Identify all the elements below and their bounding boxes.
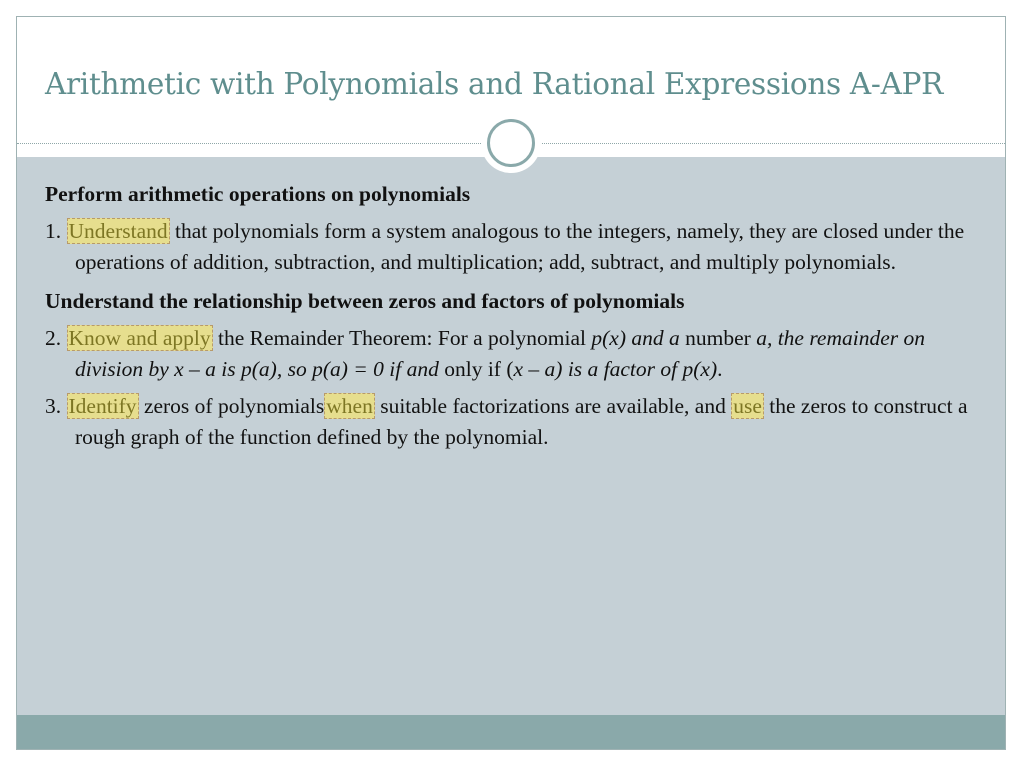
item-number: 3. bbox=[45, 394, 62, 418]
ring-icon bbox=[487, 119, 535, 167]
item-number: 1. bbox=[45, 219, 62, 243]
item-text: zeros of polynomials bbox=[143, 394, 325, 418]
highlighted-word: when bbox=[326, 394, 373, 418]
item-text: suitable factorizations are available, and bbox=[380, 394, 726, 418]
slide-body bbox=[45, 177, 985, 459]
item-text: . bbox=[717, 357, 723, 381]
list-item bbox=[45, 216, 985, 278]
footer-bar bbox=[17, 715, 1005, 750]
slide-title: Arithmetic with Polynomials and Rational Expressions A-APR bbox=[45, 67, 944, 101]
item-math-text: a, the remainder on division by x – a is p(a), so p(a) = 0 if and bbox=[75, 326, 925, 381]
list-item bbox=[45, 391, 985, 453]
section-heading: Understand the relationship between zeros and factors of polynomials bbox=[45, 289, 685, 313]
section-heading: Perform arithmetic operations on polynomials bbox=[45, 182, 471, 206]
list-item bbox=[45, 323, 985, 385]
ring-ornament-icon bbox=[481, 113, 541, 173]
item-text: the zeros to construct a rough graph of the function defined by the polynomial. bbox=[75, 394, 968, 449]
highlighted-verb: Know and apply bbox=[68, 326, 211, 350]
highlighted-verb: Understand bbox=[68, 219, 168, 243]
item-text: number bbox=[685, 326, 751, 350]
slide bbox=[16, 16, 1006, 750]
highlighted-verb: use bbox=[733, 394, 762, 418]
item-text: only if ( bbox=[444, 357, 514, 381]
highlighted-verb: Identify bbox=[68, 394, 137, 418]
item-number: 2. bbox=[45, 326, 62, 350]
item-math-text: x – a) is a factor of p(x) bbox=[513, 357, 718, 381]
item-math-text: p(x) and a bbox=[591, 326, 680, 350]
item-text: the Remainder Theorem: For a polynomial bbox=[218, 326, 586, 350]
item-text: that polynomials form a system analogous to the integers, namely, they are closed under the operations of addition, subtraction, and multiplication; add, subtract, and multiply polynomials. bbox=[75, 219, 965, 274]
